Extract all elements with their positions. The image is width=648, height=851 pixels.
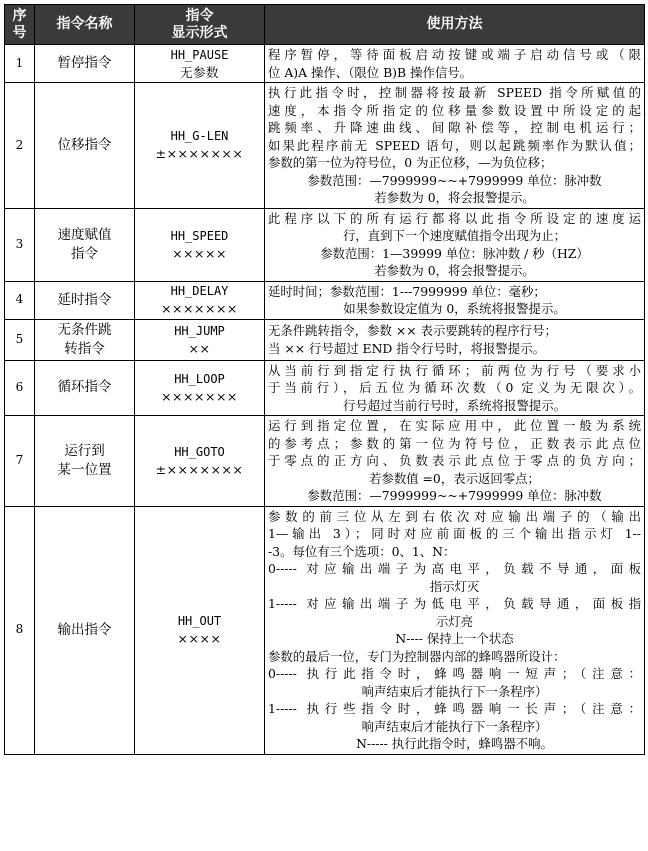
display-form <box>135 506 265 754</box>
usage-line: 0----- 对应输出端子为高电平，负载不导通，面板 <box>268 561 641 576</box>
usage-line: 于零点的正方向、负数表示此点位于零点的负方向； <box>268 453 641 468</box>
display-form <box>135 360 265 416</box>
usage-line: 参数的最后一位，专门为控制器内部的蜂鸣器所设计： <box>268 648 566 664</box>
instruction-name-line: 输出指令 <box>57 621 112 638</box>
usage-line: 延时时间；参数范围：1---7999999 单位：毫秒； <box>268 283 546 299</box>
table-row <box>5 360 645 416</box>
table-row <box>5 319 645 360</box>
table-row <box>5 83 645 209</box>
row-number: 2 <box>5 83 35 209</box>
display-form <box>135 281 265 319</box>
header-no: 序 号 <box>5 5 35 45</box>
usage-line: 如果参数设定值为 0，系统将报警提示。 <box>343 301 566 316</box>
usage-line: 跳频率、升降速曲线、间隙补偿等，控制电机运行； <box>268 120 641 135</box>
instruction-param-format: ×× <box>188 340 211 356</box>
usage-line: 0----- 执行此指令时，蜂鸣器响一短声；（注意： <box>268 666 641 681</box>
usage-line: 从当前行到指定行执行循环；前两位为行号（要求小 <box>268 362 641 378</box>
usage-line: -3。每位有三个选项：0、1、N： <box>268 543 456 559</box>
row-number: 3 <box>5 208 35 281</box>
usage-line: 若参数值 =0，表示返回零点； <box>369 470 540 486</box>
usage-line: 行，直到下一个速度赋值指令出现为止； <box>342 228 567 243</box>
row-number: 8 <box>5 506 35 754</box>
instruction-name-line: 速度赋值 <box>57 226 112 243</box>
usage-line: 1----- 对应输出端子为低电平，负载导通，面板指 <box>268 596 641 611</box>
instruction-name-line: 某一位置 <box>57 461 112 478</box>
usage-line: 无条件跳转指令，参数 ×× 表示要跳转的程序行号； <box>268 323 557 338</box>
usage-description <box>265 83 645 209</box>
table-header-row <box>5 5 645 45</box>
usage-line: 参数范围：1—39999 单位：脉冲数 / 秒（HZ） <box>320 245 589 261</box>
usage-line: 若参数为 0，将会报警提示。 <box>374 263 535 278</box>
row-number: 7 <box>5 416 35 507</box>
instruction-name-line: 转指令 <box>64 340 105 357</box>
row-number: 6 <box>5 360 35 416</box>
table-row <box>5 45 645 83</box>
usage-line: 此程序以下的所有运行都将以此指令所设定的速度运 <box>268 210 641 226</box>
instruction-code: HH_SPEED <box>170 228 229 243</box>
instruction-name <box>35 208 135 281</box>
instruction-code: HH_OUT <box>177 614 222 628</box>
instruction-name <box>35 360 135 416</box>
table-row <box>5 506 645 754</box>
row-number: 1 <box>5 45 35 83</box>
display-form <box>135 208 265 281</box>
usage-line: 于当前行），后五位为循环次数（0 定义为无限次）。 <box>268 380 641 395</box>
table-body <box>5 45 645 755</box>
usage-line: 运行到指定位置，在实际应用中，此位置一般为系统 <box>268 418 641 433</box>
instruction-table <box>4 4 645 755</box>
usage-line: 1—输出 3）；同时对应前面板的三个输出指示灯 1-- <box>268 526 641 541</box>
display-form <box>135 45 265 83</box>
usage-line: 如果此程序前无 SPEED 语句，则以起跳频率作为默认值； <box>268 137 641 153</box>
display-form <box>135 83 265 209</box>
usage-description <box>265 416 645 507</box>
instruction-name-line: 运行到 <box>64 442 105 459</box>
display-form <box>135 416 265 507</box>
usage-line: 行号超过当前行号时，系统将报警提示。 <box>342 397 567 413</box>
usage-line: 响声结束后才能执行下一条程序） <box>361 683 548 699</box>
instruction-param-format: 无参数 <box>179 64 219 80</box>
instruction-param-format: ××××××× <box>161 301 238 316</box>
usage-line: N---- 保持上一个状态 <box>395 631 514 646</box>
instruction-code: HH_GOTO <box>174 444 225 459</box>
instruction-param-format: ±××××××× <box>155 461 244 477</box>
instruction-name <box>35 281 135 319</box>
table-row <box>5 281 645 319</box>
instruction-code: HH_JUMP <box>174 323 225 338</box>
instruction-name <box>35 416 135 507</box>
usage-line: 示灯亮 <box>435 613 474 629</box>
usage-description <box>265 360 645 416</box>
usage-line: 程序暂停，等待面板启动按键或端子启动信号或（限 <box>268 47 641 62</box>
instruction-name-line: 指令 <box>71 245 98 262</box>
instruction-param-format: ±××××××× <box>155 146 244 162</box>
usage-line: 参数的前三位从左到右依次对应输出端子的（输出 <box>268 508 641 524</box>
usage-line: 执行此指令时，控制器将按最新 SPEED 指令所赋值的 <box>268 85 641 100</box>
usage-line: N----- 执行此指令时，蜂鸣器不响。 <box>356 736 553 751</box>
instruction-name <box>35 83 135 209</box>
instruction-name <box>35 506 135 754</box>
usage-line: 的参考点；参数的第一位为符号位，正数表示此点位 <box>268 435 641 451</box>
usage-description <box>265 208 645 281</box>
row-number: 5 <box>5 319 35 360</box>
usage-description <box>265 506 645 754</box>
instruction-name <box>35 319 135 360</box>
instruction-name-line: 位移指令 <box>57 136 112 153</box>
usage-description <box>265 319 645 360</box>
header-form: 指令 显示形式 <box>135 5 265 45</box>
usage-line: 当 ×× 行号超过 END 指令行号时，将报警提示。 <box>268 340 545 356</box>
usage-line: 响声结束后才能执行下一条程序） <box>361 718 548 734</box>
usage-description <box>265 281 645 319</box>
instruction-code: HH_LOOP <box>174 371 225 386</box>
instruction-code: HH_DELAY <box>170 284 229 298</box>
instruction-code: HH_PAUSE <box>170 47 229 62</box>
header-name: 指令名称 <box>35 5 135 45</box>
usage-line: 参数范围：—7999999~~+7999999 单位：脉冲数 <box>307 488 602 503</box>
usage-line: 参数范围：—7999999~~+7999999 单位：脉冲数 <box>307 172 602 188</box>
instruction-code: HH_G-LEN <box>170 129 229 144</box>
instruction-name-line: 暂停指令 <box>57 55 112 71</box>
usage-line: 速度，本指令所指定的位移量参数设置中所设定的起 <box>268 102 641 118</box>
usage-line: 参数的第一位为符号位，0 为正位移，—为负位移； <box>268 155 553 170</box>
usage-line: 位 A)A 操作、（限位 B)B 操作信号。 <box>268 64 473 80</box>
instruction-name-line: 无条件跳 <box>57 321 112 338</box>
instruction-name <box>35 45 135 83</box>
instruction-param-format: ×××× <box>177 631 222 646</box>
display-form <box>135 319 265 360</box>
usage-line: 1----- 执行些指令时，蜂鸣器响一长声；（注意： <box>268 701 641 716</box>
instruction-name-line: 延时指令 <box>57 291 112 308</box>
instruction-param-format: ××××× <box>172 245 227 261</box>
instruction-name-line: 循环指令 <box>57 379 112 396</box>
usage-description <box>265 45 645 83</box>
table-row <box>5 208 645 281</box>
instruction-param-format: ××××××× <box>161 388 238 404</box>
row-number: 4 <box>5 281 35 319</box>
usage-line: 指示灯灭 <box>429 578 480 594</box>
usage-line: 若参数为 0，将会报警提示。 <box>374 190 535 205</box>
table-row <box>5 416 645 507</box>
header-usage: 使用方法 <box>265 5 645 45</box>
